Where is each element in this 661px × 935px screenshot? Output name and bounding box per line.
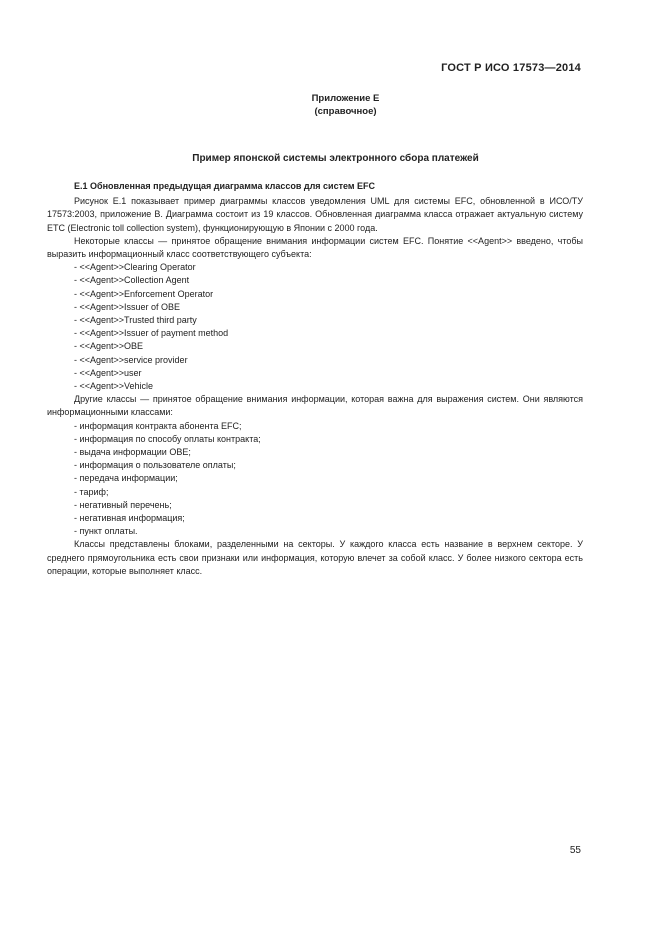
paragraph-agent-classes: Некоторые классы — принятое обращение внимания информации систем EFC. Понятие <<Agent>> введено, чтобы выразить информационный класс соответствующего субъекта: <box>47 235 583 260</box>
list-item: - передача информации; <box>74 473 178 484</box>
list-item: - <<Agent>>Collection Agent <box>74 275 190 286</box>
list-item: - информация о пользователе оплаты; <box>74 460 236 471</box>
paragraph-figure-description: Рисунок Е.1 показывает пример диаграммы классов уведомления UML для системы EFC, обновленной в ИСО/ТУ 17573:2003, приложение В. Диаграмма состоит из 19 классов. Обновленная диаграмма класса отражает актуальную систему ETC (Electronic toll collection system), функционирующую в Японии с 2000 года. <box>47 196 583 233</box>
list-item: - <<Agent>>user <box>74 367 142 378</box>
subsection-heading: Е.1 Обновленная предыдущая диаграмма классов для систем EFC <box>74 181 376 191</box>
list-item: - <<Agent>>Issuer of OBE <box>74 301 181 312</box>
list-item: - негативный перечень; <box>74 499 172 510</box>
list-item: - тариф; <box>74 486 109 497</box>
paragraph-class-blocks: Классы представлены блоками, разделенными на секторы. У каждого класса есть название в верхнем секторе. У среднего прямоугольника есть свои признаки или информация, которую влечет за собой класс. У более низкого сектора есть операции, которые выполняет класс. <box>47 539 583 576</box>
list-item: - выдача информации OBE; <box>74 447 191 458</box>
list-item: - <<Agent>>Trusted third party <box>74 315 197 326</box>
standard-header: ГОСТ Р ИСО 17573—2014 <box>441 62 581 74</box>
list-item: - <<Agent>>service provider <box>74 354 188 365</box>
section-title <box>0 153 661 164</box>
list-item: - <<Agent>>Issuer of payment method <box>74 328 229 339</box>
agent-class-list <box>47 261 583 393</box>
list-item: - <<Agent>>Enforcement Operator <box>74 288 214 299</box>
annex-heading <box>0 92 661 118</box>
list-item: - <<Agent>>OBE <box>74 341 144 352</box>
section-title-text: Пример японской системы электронного сбора платежей <box>192 153 479 164</box>
annex-subtitle: (справочное) <box>314 106 377 117</box>
list-item: - пункт оплаты. <box>74 526 138 537</box>
page-number: 55 <box>569 845 581 856</box>
list-item: - негативная информация; <box>74 513 185 524</box>
annex-title: Приложение Е <box>311 93 380 104</box>
info-class-list <box>47 420 583 539</box>
list-item: - <<Agent>>Vehicle <box>74 381 154 392</box>
list-item: - информация контракта абонента EFC; <box>74 420 242 431</box>
list-item: - информация по способу оплаты контракта; <box>74 433 261 444</box>
paragraph-info-classes: Другие классы — принятое обращение внимания информации, которая важна для выражения систем. Они являются информационными классами: <box>47 394 583 418</box>
document-body <box>47 180 583 578</box>
list-item: - <<Agent>>Clearing Operator <box>74 262 196 273</box>
